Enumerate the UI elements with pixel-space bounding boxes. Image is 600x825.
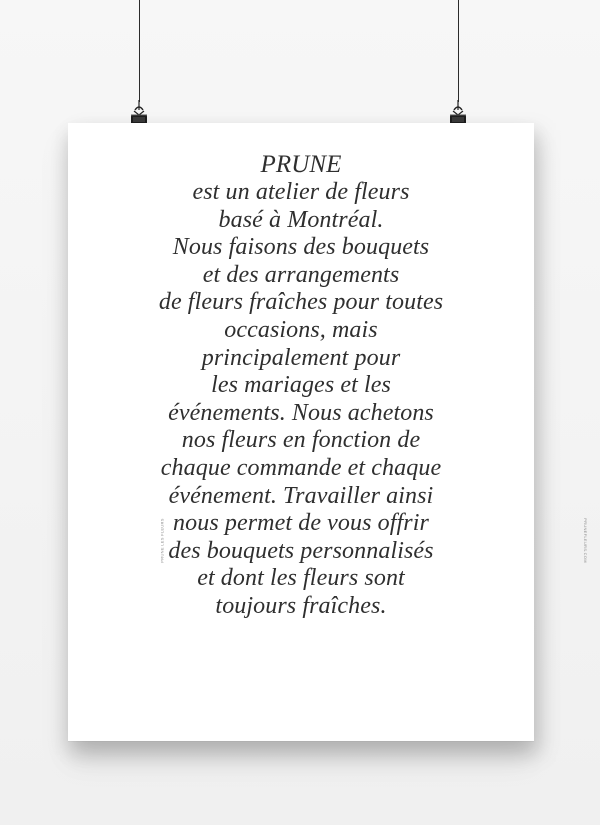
- poster-line-6: occasions, mais: [224, 316, 378, 343]
- poster-line-9: événements. Nous achetons: [168, 399, 434, 426]
- poster: [68, 123, 588, 741]
- poster-line-3: Nous faisons des bouquets: [172, 234, 430, 261]
- poster-line-2: basé à Montréal.: [218, 206, 384, 233]
- poster-line-10: nos fleurs en fonction de: [181, 427, 421, 454]
- poster-line-13: nous permet de vous offrir: [173, 510, 429, 537]
- right-side-label: PRUNEFLEURS.COM: [582, 518, 588, 563]
- hanging-wire-left: [139, 0, 140, 102]
- left-side-label: PRUNE LES FLEURS: [159, 518, 165, 563]
- poster-line-12: événement. Travailler ainsi: [168, 482, 434, 509]
- poster-line-14: des bouquets personnalisés: [168, 537, 434, 564]
- poster-title: PRUNE: [260, 151, 342, 178]
- poster-line-1: est un atelier de fleurs: [192, 179, 410, 205]
- hanging-wire-right: [458, 0, 459, 102]
- poster-line-5: de fleurs fraîches pour toutes: [158, 289, 444, 316]
- poster-line-7: principalement pour: [201, 344, 401, 371]
- poster-line-15: et dont les fleurs sont: [197, 565, 405, 592]
- poster-line-8: les mariages et les: [211, 372, 391, 399]
- poster-line-16: toujours fraîches.: [215, 592, 387, 619]
- poster-line-4: et des arrangements: [202, 261, 400, 288]
- poster-line-11: chaque commande et chaque: [160, 454, 442, 481]
- poster-text-block: [68, 151, 534, 621]
